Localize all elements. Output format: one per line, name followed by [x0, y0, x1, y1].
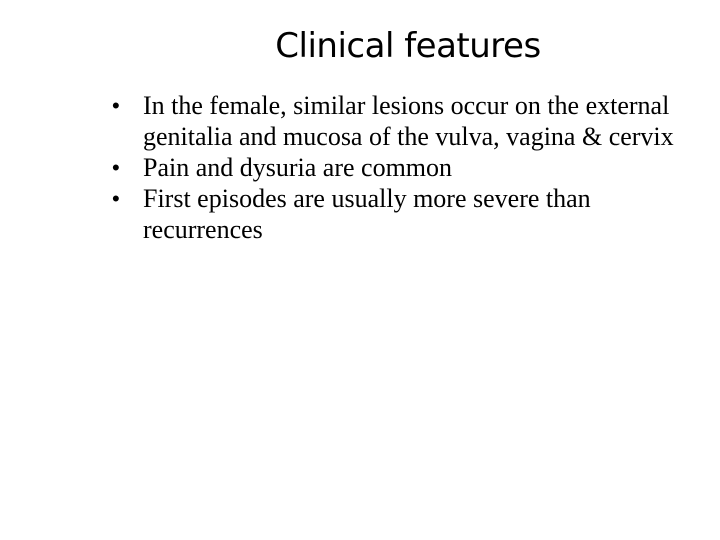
bullet-item-lesions: [112, 90, 692, 152]
bullet-item-pain: [112, 152, 692, 183]
bullet-text: In the female, similar lesions occur on the external genitalia and mucosa of the vulva, vagina & cervix: [143, 91, 674, 151]
bullet-item-first-episodes: [112, 183, 692, 245]
bullet-marker: •: [112, 93, 120, 118]
slide-title: Clinical features: [275, 26, 541, 66]
bullet-text: First episodes are usually more severe than recurrences: [143, 184, 591, 244]
bullet-marker: •: [112, 186, 120, 211]
bullet-marker: •: [112, 155, 120, 180]
bullet-list: [112, 90, 692, 245]
bullet-text: Pain and dysuria are common: [143, 153, 453, 182]
